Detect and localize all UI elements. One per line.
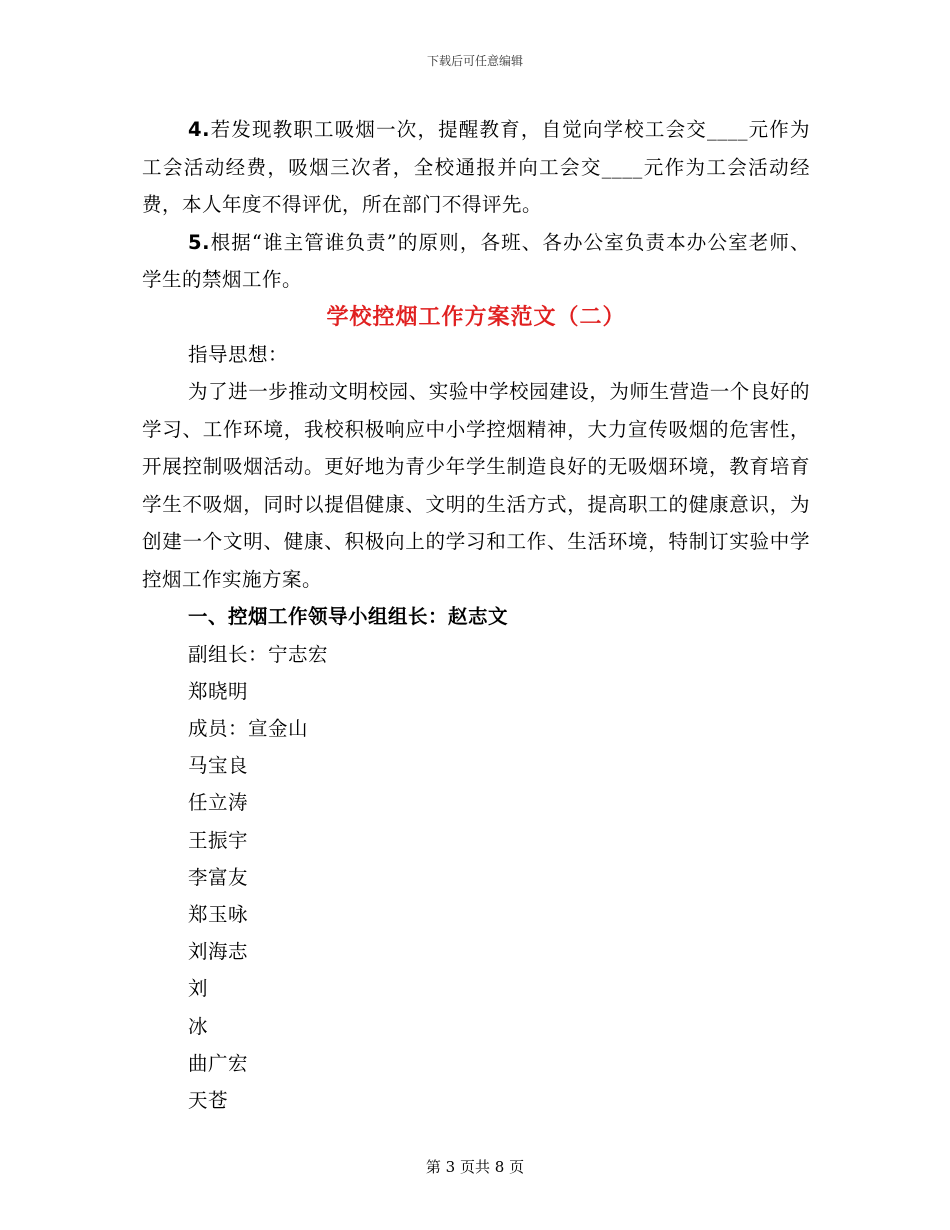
list-item: 天苍 [188,1088,229,1112]
paragraph-text: 根据“谁主管谁负责”的原则，各班、各办公室负责本办公室老师、学生的禁烟工作。 [142,230,810,291]
list-item: 副组长：宁志宏 [188,642,329,666]
section-title: 学校控烟工作方案范文（二） [326,303,626,330]
list-item: 郑玉咏 [188,902,249,926]
list-item: 冰 [188,1014,209,1038]
page-footer: 第 3 页共 8 页 [425,1158,525,1176]
paragraph-text: 若发现教职工吸烟一次，提醒教育，自觉向学校工会交____元作为工会活动经费，吸烟三次者，全校通报并向工会交____元作为工会活动经费，本人年度不得评优，所在部门不得评先。 [142,118,810,216]
page-header: 下载后可任意编辑 [426,54,523,68]
list-item: 刘海志 [188,940,249,964]
list-item: 王振宇 [188,828,249,852]
list-item: 刘 [188,977,209,1001]
item-number: 5. [188,230,210,254]
item-number: 4. [188,118,210,141]
leader-line: 一、控烟工作领导小组组长：赵志文 [188,605,509,628]
guide-label: 指导思想： [188,342,289,366]
paragraph-item-4 [142,111,810,224]
member-list [142,636,810,1120]
list-item: 成员：宣金山 [188,716,309,740]
list-item: 马宝良 [188,754,249,778]
guide-paragraph: 为了进一步推动文明校园、实验中学校园建设，为师生营造一个良好的学习、工作环境，我校积极响应中小学控烟精神，大力宣传吸烟的危害性，开展控制吸烟活动。更好地为青少年学生制造良好的无吸烟环境，教育培育学生不吸烟，同时以提倡健康、文明的生活方式，提高职工的健康意识，为创建一个文明、健康、积极向上的学习和工作、生活环境，特制订实验中学控烟工作实施方案。 [142,380,810,591]
list-item: 郑晓明 [188,679,249,703]
paragraph-item-5 [142,224,810,299]
document-body [142,111,810,1119]
list-item: 任立涛 [188,791,249,815]
list-item: 李富友 [188,865,249,889]
list-item: 曲广宏 [188,1051,249,1075]
